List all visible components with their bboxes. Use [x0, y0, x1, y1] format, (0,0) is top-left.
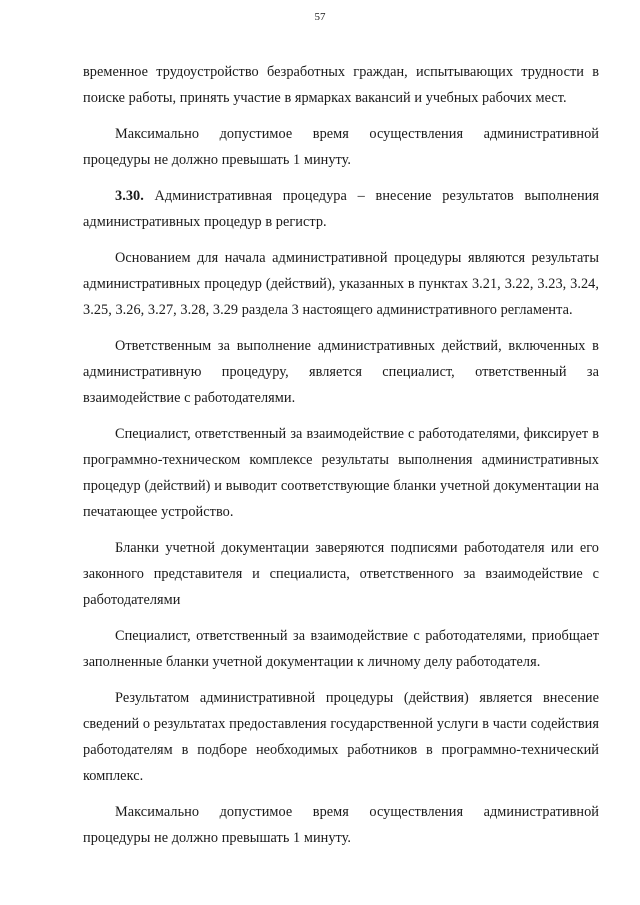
page-number: 57	[314, 11, 326, 23]
paragraph-result: Результатом административной процедуры (действия) является внесение сведений о результатах предоставления государственной услуги в части содействия работодателям в подборе необходимых работников в программно-технический комплекс.	[83, 690, 599, 784]
paragraph-forms-signed: Бланки учетной документации заверяются подписями работодателя или его законного представителя и специалиста, ответственного за взаимодействие с работодателями	[83, 540, 599, 608]
paragraph-basis: Основанием для начала административной процедуры являются результаты административных процедур (действий), указанных в пунктах 3.21, 3.22, 3.23, 3.24, 3.25, 3.26, 3.27, 3.28, 3.29 раздела 3 настоящего административного регламента.	[83, 250, 599, 318]
paragraph-continuation: временное трудоустройство безработных граждан, испытывающих трудности в поиске работы, принять участие в ярмарках вакансий и учебных рабочих мест.	[83, 64, 599, 106]
section-number: 3.30.	[115, 188, 144, 204]
paragraph-section-3-30	[83, 183, 599, 235]
document-body	[83, 59, 599, 861]
paragraph-responsible: Ответственным за выполнение административных действий, включенных в административную процедуру, является специалист, ответственный за взаимодействие с работодателями.	[83, 338, 599, 406]
paragraph-time-limit: Максимально допустимое время осуществления административной процедуры не должно превышать 1 минуту.	[83, 126, 599, 168]
paragraph-time-limit-final: Максимально допустимое время осуществления административной процедуры не должно превышать 1 минуту.	[83, 804, 599, 846]
paragraph-forms-attached: Специалист, ответственный за взаимодействие с работодателями, приобщает заполненные бланки учетной документации к личному делу работодателя.	[83, 628, 599, 670]
section-heading-text: Административная процедура – внесение результатов выполнения административных процедур в регистр.	[83, 188, 599, 230]
paragraph-specialist-records: Специалист, ответственный за взаимодействие с работодателями, фиксирует в программно-техническом комплексе результаты выполнения административных процедур (действий) и выводит соответствующие бланки учетной документации на печатающее устройство.	[83, 426, 599, 520]
